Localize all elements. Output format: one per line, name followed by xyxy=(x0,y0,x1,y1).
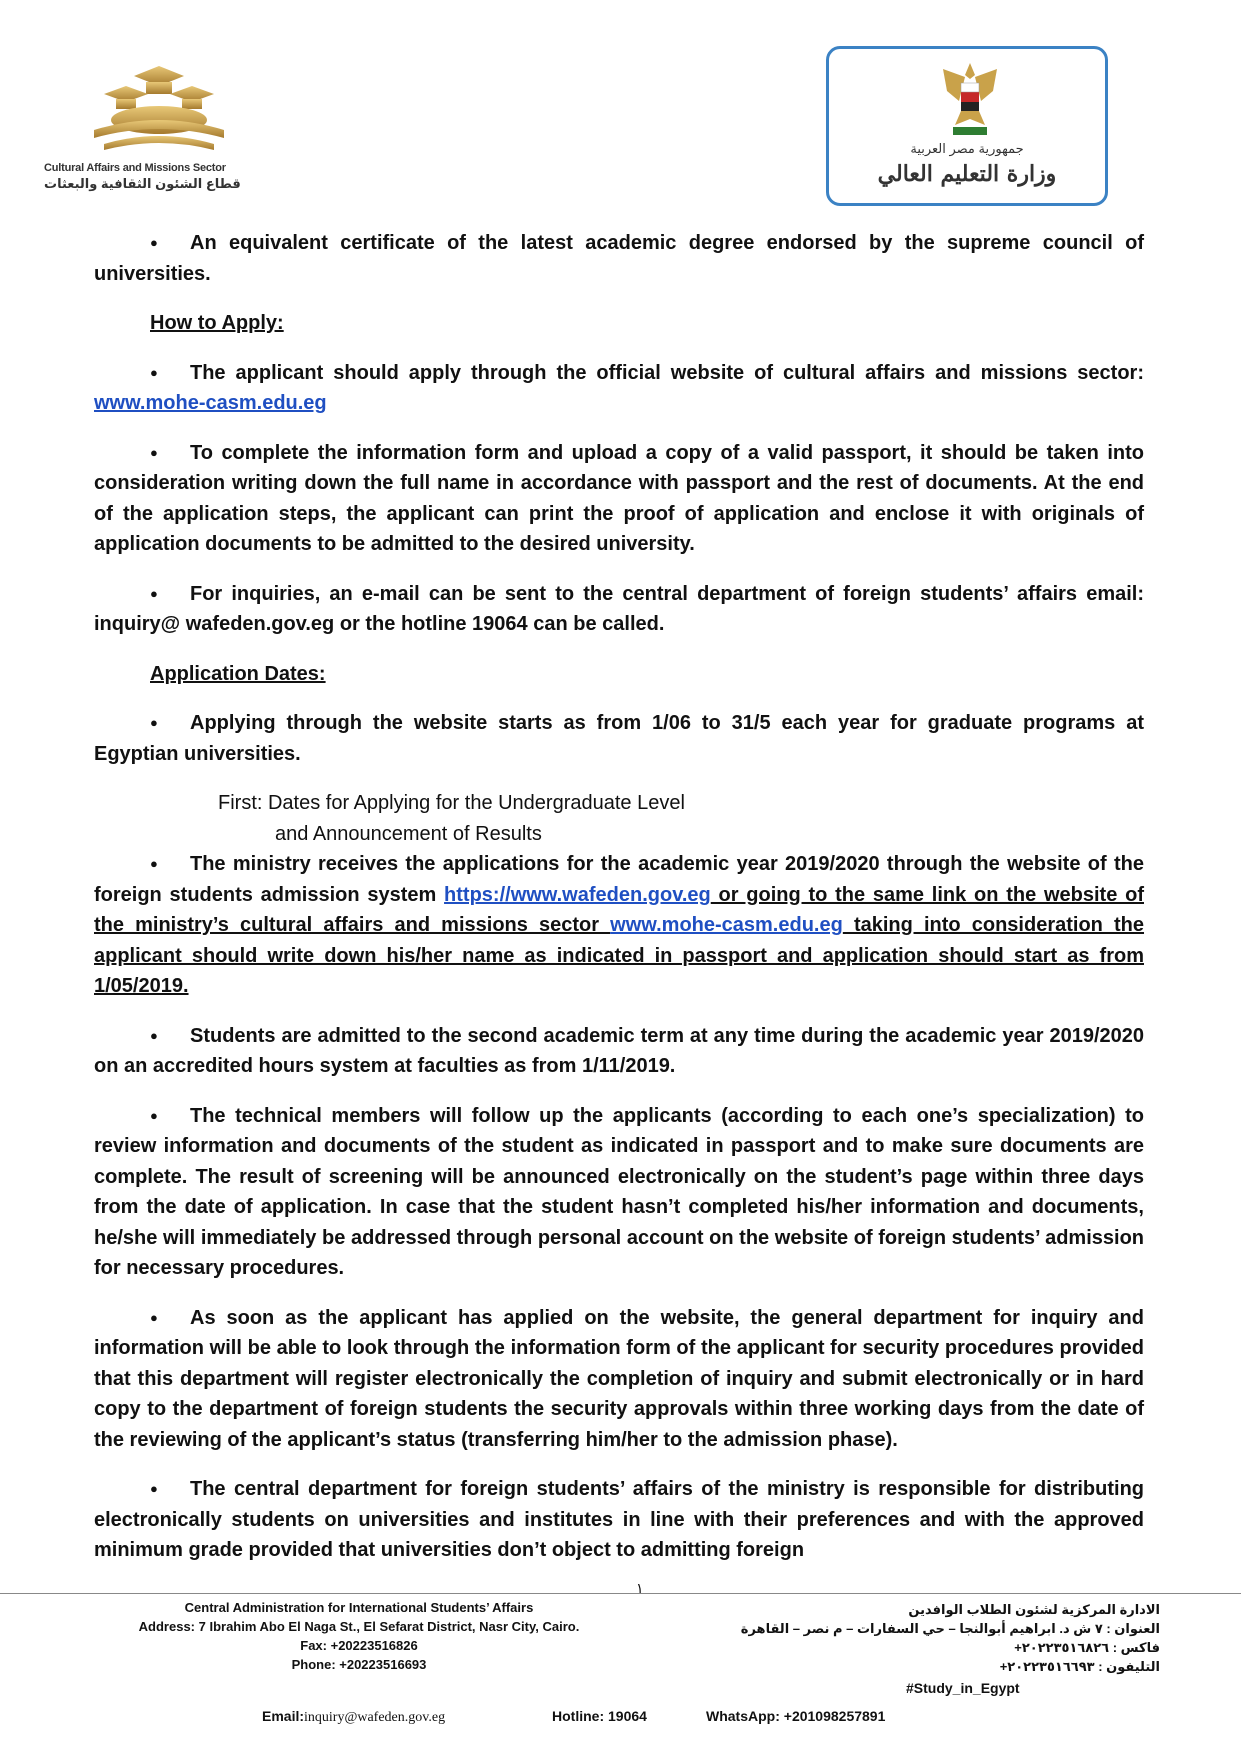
footer-phone: Phone: +20223516693 xyxy=(291,1657,427,1672)
paragraph-second-term: ● Students are admitted to the second academic term at any time during the academic year 2019/2020 on an accredited hours system at faculties as from 1/11/2019. xyxy=(94,1021,1144,1082)
logo-country-name: جمهورية مصر العربية xyxy=(910,141,1024,156)
logo-caption-arabic: قطاع الشئون الثقافية والبعثات xyxy=(44,176,241,191)
paragraph-inquiries: ● For inquiries, an e-mail can be sent to the central department of foreign students’ affairs email: inquiry@ wafeden.gov.eg or the hotline 19064 can be called. xyxy=(94,579,1144,640)
footer-hotline: Hotline: 19064 xyxy=(552,1708,647,1724)
casm-website-link-2[interactable]: www.mohe-casm.edu.eg xyxy=(610,914,843,936)
paragraph-security-procedures: ● As soon as the applicant has applied on the website, the general department for inquiry and information will be able to look through the information form of the applicant for security procedures provided that this department will register electronically the completion of inquiry and submit electronically or in hard copy to the department of foreign students the security approvals within three working days from the date of the reviewing of the applicant’s status (transferring him/her to the admission phase). xyxy=(94,1303,1144,1456)
paragraph-text: The ministry receives the applications for the academic year 2019/2020 through the website of the foreign students admission system xyxy=(94,853,1144,906)
paragraph-text: The applicant should apply through the official website of cultural affairs and missions sector: xyxy=(190,361,1144,384)
footer-org-name: Central Administration for International Students’ Affairs xyxy=(184,1600,534,1615)
eagle-emblem-icon xyxy=(941,61,999,139)
footer-whatsapp: WhatsApp: +201098257891 xyxy=(706,1708,886,1724)
wafeden-website-link[interactable]: https://www.wafeden.gov.eg xyxy=(444,883,711,906)
logo-caption-english: Cultural Affairs and Missions Sector xyxy=(44,162,226,174)
footer-email-label: Email: xyxy=(262,1708,305,1724)
footer-arabic-contact xyxy=(740,1600,1160,1676)
ministry-logo xyxy=(826,46,1108,206)
paragraph-equivalent-certificate: ● An equivalent certificate of the latest academic degree endorsed by the supreme council of universities. xyxy=(94,228,1144,289)
footer-english-contact xyxy=(94,1598,624,1674)
page-number: ١ xyxy=(636,1580,644,1596)
heading-application-dates: Application Dates: xyxy=(150,662,326,685)
paragraph-text-underlined: taking into consideration the applicant should write down his/her name as indicated in passport and application should start as from 1/05/2019. xyxy=(94,914,1145,997)
paragraph-official-website xyxy=(94,358,1144,419)
casm-website-link[interactable]: www.mohe-casm.edu.eg xyxy=(94,392,327,414)
graduation-caps-icon xyxy=(84,58,234,163)
footer-fax: Fax: +20223516826 xyxy=(300,1638,418,1653)
section-title-first-continued: and Announcement of Results xyxy=(275,822,542,845)
cultural-affairs-logo xyxy=(44,58,274,193)
paragraph-text-underlined: or going to the same link on the website of the ministry’s cultural affairs and missions sector xyxy=(94,883,1144,936)
footer-ar-org-name: الادارة المركزية لشئون الطلاب الوافدين xyxy=(908,1602,1160,1617)
footer-email-value[interactable]: inquiry@wafeden.gov.eg xyxy=(304,1710,446,1725)
footer-ar-phone: التليفون : ٢٠٢٢٣٥١٦٦٩٣+ xyxy=(999,1659,1160,1674)
paragraph-ministry-receives xyxy=(94,849,1144,1002)
footer-ar-address: العنوان : ٧ ش د. ابراهيم أبوالنجا – حي السفارات – م نصر – القاهرة xyxy=(740,1621,1160,1636)
footer-hashtag: #Study_in_Egypt xyxy=(906,1680,1020,1696)
footer-address: Address: 7 Ibrahim Abo El Naga St., El Sefarat District, Nasr City, Cairo. xyxy=(138,1619,580,1634)
logo-ministry-name: وزارة التعليم العالي xyxy=(877,161,1057,187)
paragraph-technical-members: ● The technical members will follow up the applicants (according to each one’s specialization) to review information and documents of the student as indicated in passport and to make sure documents are complete. The result of screening will be announced electronically on the student’s page within three days from the date of application. In case that the student hasn’t completed his/her information and documents, he/she will immediately be addressed through personal account on the website of foreign students’ admission for necessary procedures. xyxy=(94,1101,1144,1284)
heading-how-to-apply: How to Apply: xyxy=(150,312,284,334)
document-body xyxy=(94,228,1144,1566)
section-title-first: First: Dates for Applying for the Undergraduate Level xyxy=(218,792,685,814)
footer-ar-fax: فاكس : ٢٠٢٢٣٥١٦٨٢٦+ xyxy=(1014,1640,1160,1655)
footer-email xyxy=(262,1708,445,1726)
paragraph-central-department: ● The central department for foreign students’ affairs of the ministry is responsible for distributing electronically students on universities and institutes in line with their preferences and with the approved minimum grade provided that universities don’t object to admitting foreign xyxy=(94,1474,1144,1566)
paragraph-applying-dates: ● Applying through the website starts as from 1/06 to 31/5 each year for graduate programs at Egyptian universities. xyxy=(94,708,1144,769)
paragraph-information-form: ● To complete the information form and upload a copy of a valid passport, it should be taken into consideration writing down the full name in accordance with passport and the rest of documents. At the end of the application steps, the applicant can print the proof of application and enclose it with originals of application documents to be admitted to the desired university. xyxy=(94,438,1144,560)
footer-divider xyxy=(0,1593,1241,1594)
